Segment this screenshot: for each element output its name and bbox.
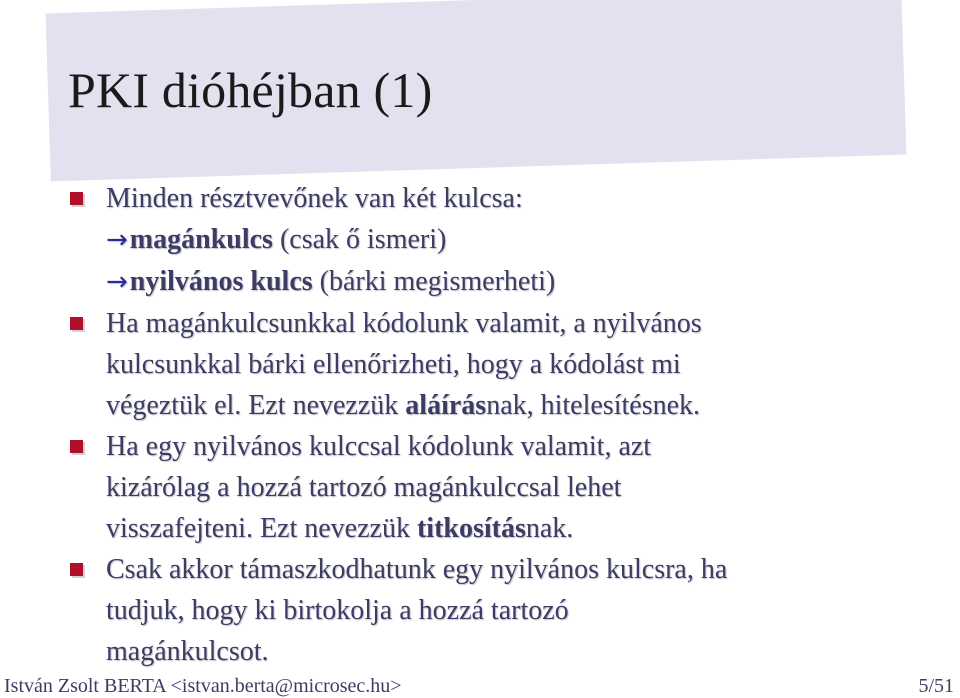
bullet-2-line1: Ha magánkulcsunkkal kódolunk valamit, a nyilvános <box>106 308 702 339</box>
bullet-1 <box>0 178 960 219</box>
bullet-3-strong: titkosítás <box>416 513 526 544</box>
slide-title: PKI dióhéjban (1) <box>68 62 433 118</box>
footer-page-number: 5/51 <box>918 675 954 697</box>
square-bullet-icon <box>70 440 83 453</box>
subitem-2-rest: (bárki megismerheti) <box>312 266 556 297</box>
bullet-4-line1: Csak akkor támaszkodhatunk egy nyilvános kulcsra, ha <box>106 554 728 585</box>
subitem-1 <box>0 219 960 261</box>
bullet-2-line2: kulcsunkkal bárki ellenőrizheti, hogy a kódolást mi <box>106 349 681 380</box>
right-arrow-icon: → <box>106 225 128 255</box>
bullet-4 <box>0 549 960 672</box>
square-bullet-icon <box>70 563 83 576</box>
bullet-2-line3-before: végeztük el. Ezt nevezzük <box>106 390 406 421</box>
subitem-2-strong: nyilvános kulcs <box>129 266 313 297</box>
bullet-2-strong: aláírás <box>405 390 487 421</box>
bullet-3-line2: kizárólag a hozzá tartozó magánkulccsal lehet <box>106 472 622 503</box>
bullet-4-line2: tudjuk, hogy ki birtokolja a hozzá tartozó <box>106 595 569 626</box>
square-bullet-icon <box>70 317 83 330</box>
bullet-2-line3-after: nak, hitelesítésnek. <box>486 390 701 421</box>
bullet-4-line3: magánkulcsot. <box>106 636 269 667</box>
bullet-3-line3-after: nak. <box>525 513 574 544</box>
bullet-2 <box>0 303 960 426</box>
slide-body <box>0 178 960 672</box>
footer-author: István Zsolt BERTA <istvan.berta@microsec.hu> <box>4 675 402 697</box>
right-arrow-icon: → <box>106 267 128 297</box>
bullet-3-line1: Ha egy nyilvános kulccsal kódolunk valamit, azt <box>106 431 652 462</box>
bullet-1-text: Minden résztvevőnek van két kulcsa: <box>106 183 523 214</box>
bullet-3 <box>0 426 960 549</box>
subitem-1-rest: (csak ő ismeri) <box>272 224 447 255</box>
subitem-2 <box>0 261 960 303</box>
bullet-3-line3-before: visszafejteni. Ezt nevezzük <box>106 513 417 544</box>
square-bullet-icon <box>70 192 83 205</box>
subitem-1-strong: magánkulcs <box>129 224 273 255</box>
